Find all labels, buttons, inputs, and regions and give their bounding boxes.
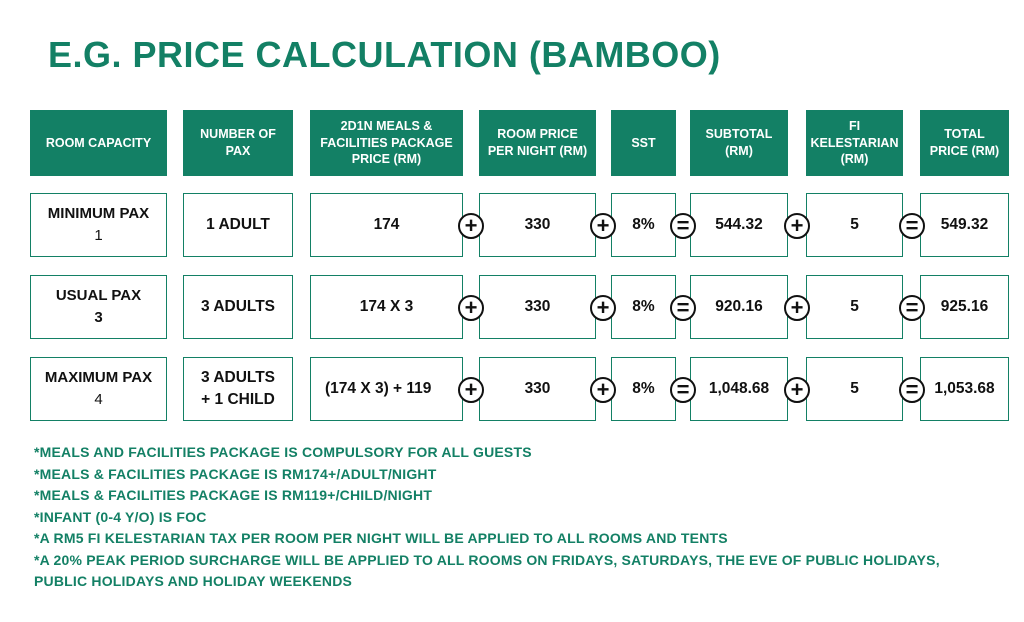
header-total-price <box>920 110 1009 176</box>
header-room-price-line2: PER NIGHT (RM) <box>487 144 588 158</box>
row3-capacity-label: MAXIMUM PAX <box>44 369 153 387</box>
row1-capacity <box>30 193 167 257</box>
row1-plus-icon-3: + <box>784 213 810 239</box>
row3-pax-line1: 3 ADULTS <box>200 368 276 386</box>
header-total-line2: PRICE (RM) <box>929 144 1000 158</box>
row2-plus-icon-3: + <box>784 295 810 321</box>
header-fi-line3: (RM) <box>840 152 869 167</box>
header-pax-line1: NUMBER OF <box>200 127 276 142</box>
row2-capacity-value: 3 <box>94 309 103 326</box>
row2-meals-value: 174 X 3 <box>359 297 414 315</box>
row1-room-price-value: 330 <box>524 215 551 233</box>
row1-pax-text: 1 ADULT <box>206 215 270 233</box>
row1-fi-value: 5 <box>850 215 859 233</box>
row3-plus-icon-2: + <box>590 377 616 403</box>
row1-plus-icon-1: + <box>458 213 484 239</box>
row2-total-value: 925.16 <box>940 297 989 315</box>
row3-fi <box>806 357 903 421</box>
header-sst <box>611 110 676 176</box>
row3-equals-icon-2: = <box>899 377 925 403</box>
row3-room-price <box>479 357 596 421</box>
row1-subtotal <box>690 193 788 257</box>
row3-pax-line2: + 1 CHILD <box>201 391 275 408</box>
row1-plus-icon-2: + <box>590 213 616 239</box>
header-subtotal-line2: (RM) <box>725 144 753 158</box>
row3-subtotal-value: 1,048.68 <box>708 379 770 397</box>
row1-capacity-label: MINIMUM PAX <box>47 205 150 223</box>
note-item: *A 20% PEAK PERIOD SURCHARGE WILL BE APPLIED TO ALL ROOMS ON FRIDAYS, SATURDAYS, THE EVE OF PUBLIC HOLIDAYS, <box>34 551 940 568</box>
row3-fi-value: 5 <box>850 379 859 397</box>
row1-pax <box>183 193 293 257</box>
note-item: *INFANT (0-4 Y/O) IS FOC <box>34 508 207 525</box>
row3-plus-icon-3: + <box>784 377 810 403</box>
row3-plus-icon-1: + <box>458 377 484 403</box>
row1-equals-icon-2: = <box>899 213 925 239</box>
row1-fi <box>806 193 903 257</box>
header-room-capacity <box>30 110 167 176</box>
row2-room-price-value: 330 <box>524 297 551 315</box>
row2-sst-value: 8% <box>632 297 655 315</box>
row3-total <box>920 357 1009 421</box>
header-pax-line2: PAX <box>225 144 251 158</box>
row2-room-price <box>479 275 596 339</box>
row2-plus-icon-1: + <box>458 295 484 321</box>
header-sst-label: SST <box>631 135 656 150</box>
notes-section <box>34 442 1009 593</box>
note-item: *MEALS & FACILITIES PACKAGE IS RM174+/ADULT/NIGHT <box>34 465 437 482</box>
page-title: E.G. PRICE CALCULATION (BAMBOO) <box>48 34 721 75</box>
row2-subtotal <box>690 275 788 339</box>
row3-subtotal <box>690 357 788 421</box>
note-item: PUBLIC HOLIDAYS AND HOLIDAY WEEKENDS <box>34 573 353 589</box>
row3-capacity <box>30 357 167 421</box>
header-fi-kelestarian <box>806 110 903 176</box>
row1-capacity-value: 1 <box>94 227 103 244</box>
row2-capacity-label: USUAL PAX <box>55 287 142 305</box>
row2-capacity <box>30 275 167 339</box>
row1-total-value: 549.32 <box>940 215 989 233</box>
row2-plus-icon-2: + <box>590 295 616 321</box>
row3-sst <box>611 357 676 421</box>
header-subtotal-line1: SUBTOTAL <box>705 127 773 142</box>
header-meals-line1: 2D1N MEALS & <box>340 118 433 133</box>
row2-meals <box>310 275 463 339</box>
row2-equals-icon-2: = <box>899 295 925 321</box>
row2-subtotal-value: 920.16 <box>715 297 763 315</box>
row1-meals <box>310 193 463 257</box>
header-room-price <box>479 110 596 176</box>
note-item: *A RM5 FI KELESTARIAN TAX PER ROOM PER NIGHT WILL BE APPLIED TO ALL ROOMS AND TENTS <box>34 530 728 546</box>
header-room-price-line1: ROOM PRICE <box>497 127 578 142</box>
row2-total <box>920 275 1009 339</box>
row1-sst <box>611 193 676 257</box>
row3-room-price-value: 330 <box>524 379 551 397</box>
header-meals-line3: PRICE (RM) <box>351 152 422 167</box>
row2-equals-icon-1: = <box>670 295 696 321</box>
row2-fi-value: 5 <box>850 297 859 315</box>
row1-room-price <box>479 193 596 257</box>
row3-meals <box>310 357 463 421</box>
header-meals-package <box>310 110 463 176</box>
header-total-line1: TOTAL <box>944 127 985 142</box>
row1-meals-value: 174 <box>373 215 400 233</box>
row2-fi <box>806 275 903 339</box>
row2-pax <box>183 275 293 339</box>
row3-sst-value: 8% <box>632 379 655 397</box>
header-number-of-pax <box>183 110 293 176</box>
row3-pax <box>183 357 293 421</box>
row1-equals-icon-1: = <box>670 213 696 239</box>
row1-sst-value: 8% <box>632 215 655 233</box>
row1-total <box>920 193 1009 257</box>
header-fi-line1: FI <box>848 118 861 133</box>
header-subtotal <box>690 110 788 176</box>
note-item: *MEALS & FACILITIES PACKAGE IS RM119+/CHILD/NIGHT <box>34 487 433 503</box>
header-meals-line2: FACILITIES PACKAGE <box>320 135 453 150</box>
header-fi-line2: KELESTARIAN <box>810 135 899 150</box>
row3-total-value: 1,053.68 <box>934 379 995 397</box>
row2-sst <box>611 275 676 339</box>
row3-equals-icon-1: = <box>670 377 696 403</box>
row1-subtotal-value: 544.32 <box>715 215 763 233</box>
note-item: *MEALS AND FACILITIES PACKAGE IS COMPULSORY FOR ALL GUESTS <box>34 444 532 460</box>
row3-meals-value: (174 X 3) + 119 <box>325 379 432 397</box>
header-room-capacity-label: ROOM CAPACITY <box>45 135 152 150</box>
row2-pax-text: 3 ADULTS <box>200 297 276 315</box>
row3-capacity-value: 4 <box>94 391 103 408</box>
